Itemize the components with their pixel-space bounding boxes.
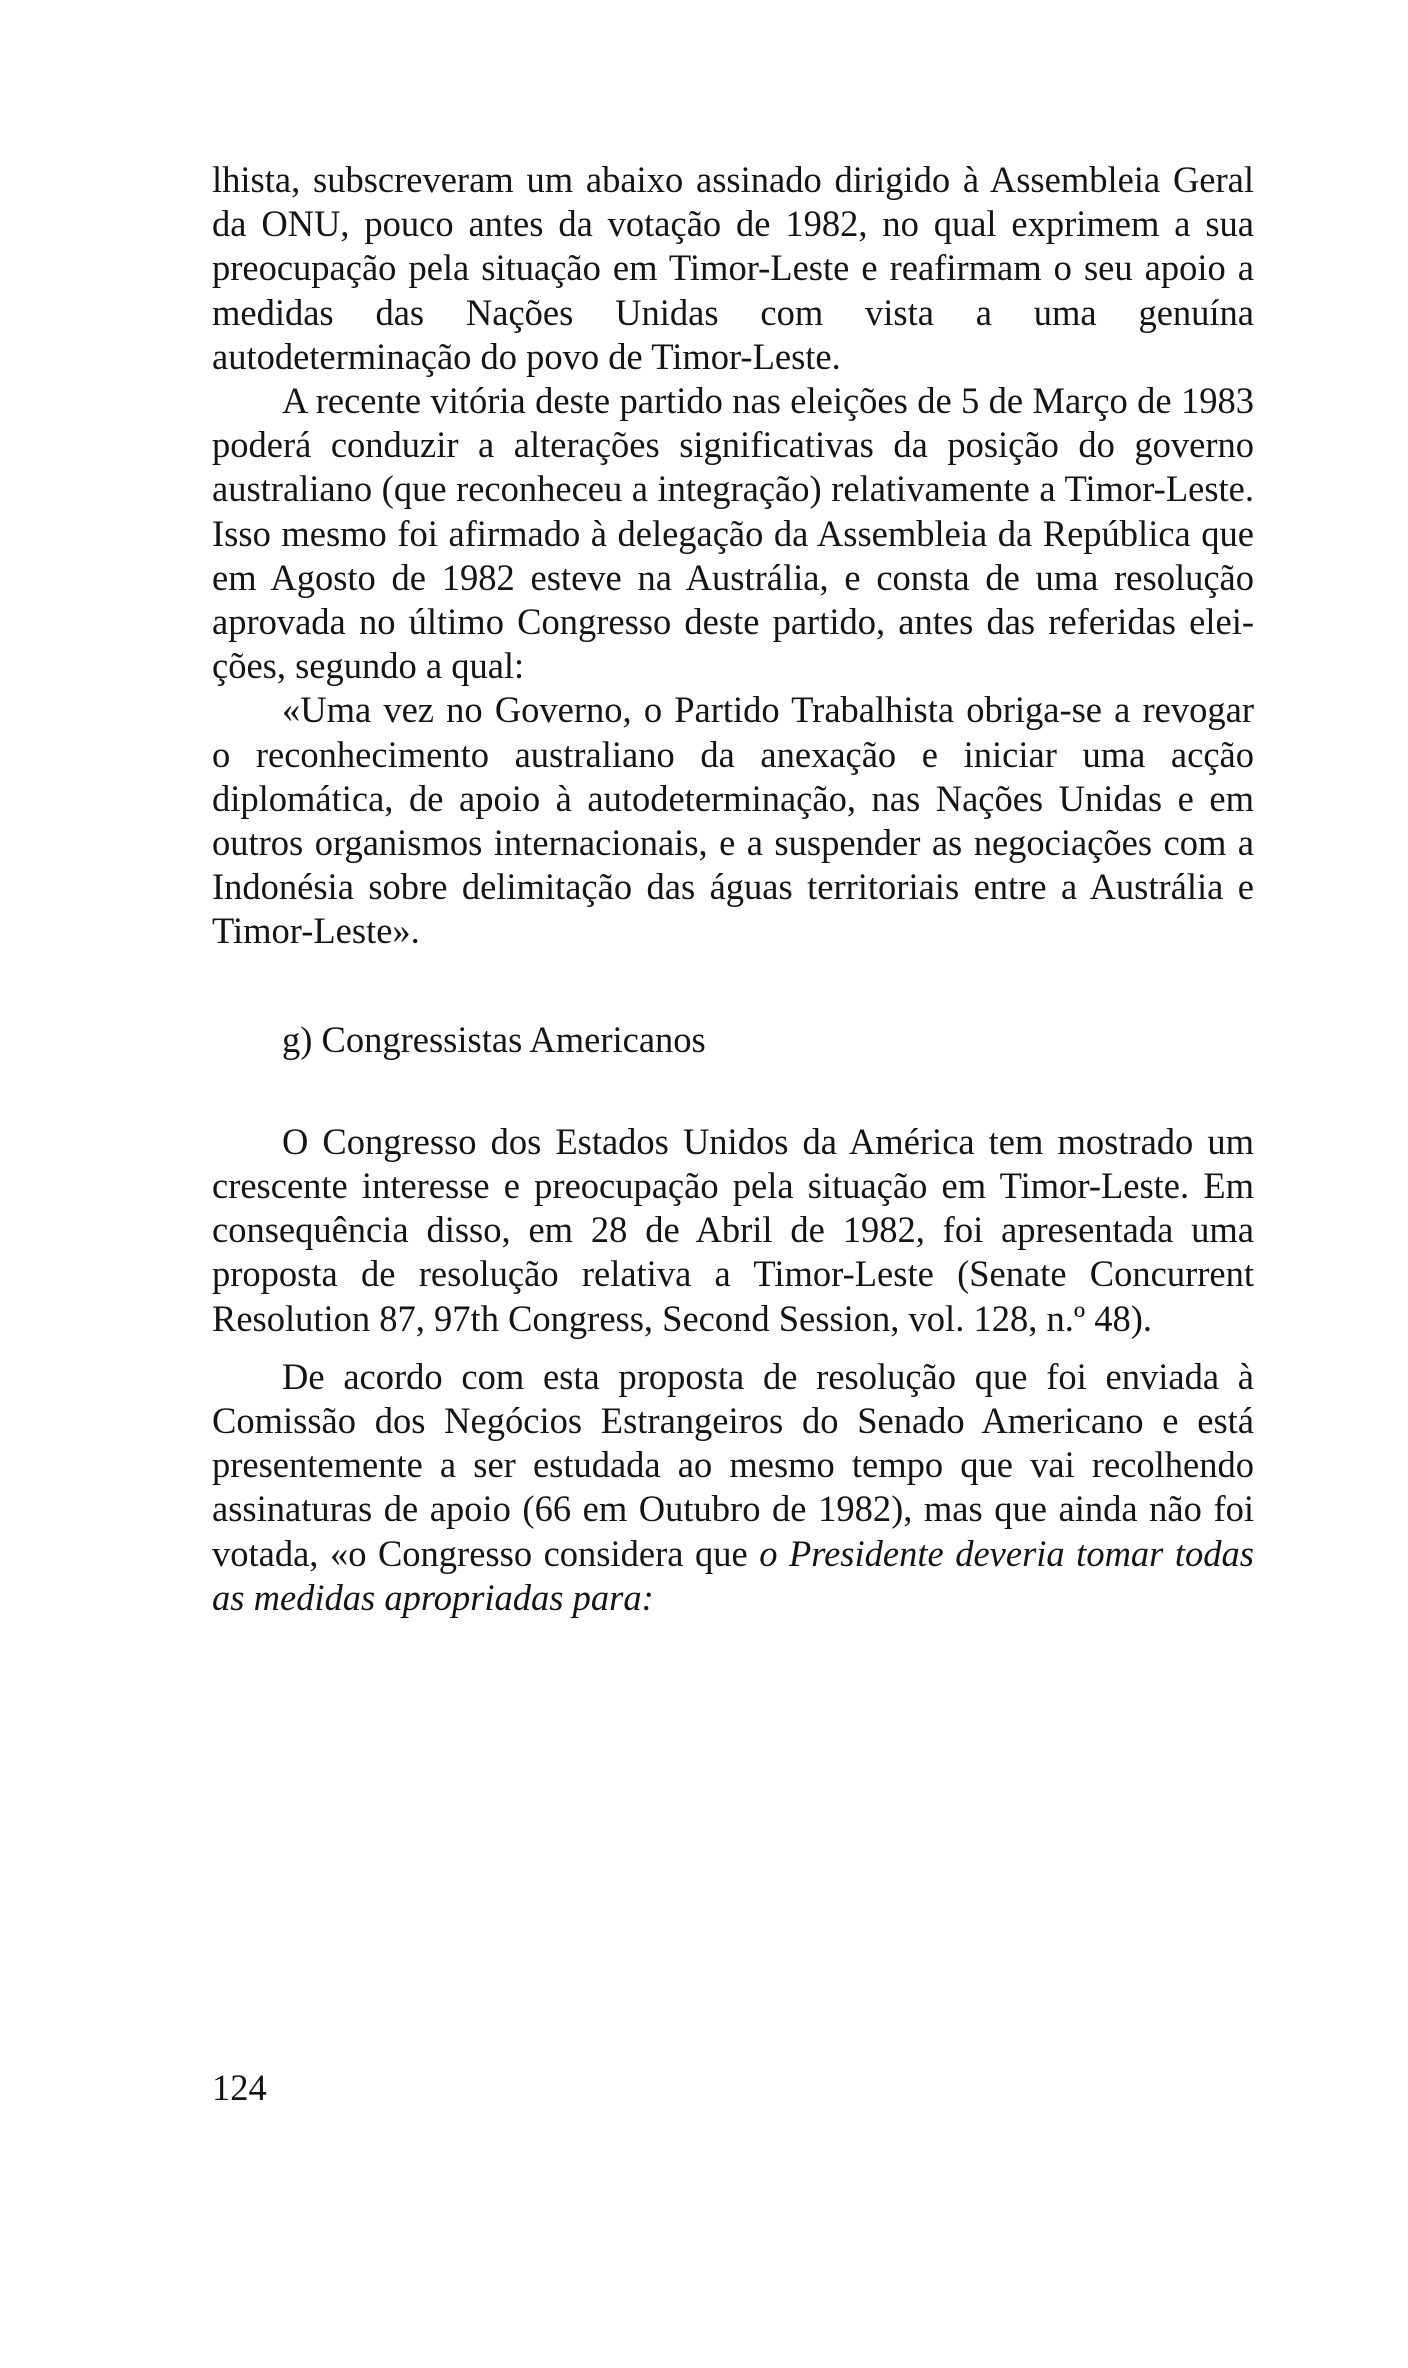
- paragraph-resolution: [212, 1355, 1254, 1620]
- page-number: 124: [212, 2067, 267, 2108]
- section-heading: g) Congressistas Americanos: [282, 1018, 706, 1060]
- resolution-italic-text: o Presidente deveria tomar todas as medidas apropriadas para:: [212, 1532, 1254, 1618]
- paragraph-election: A recente vitória deste partido nas eleições de 5 de Março de 1983 poderá conduzir a alterações significativas da posição do governo australiano (que reconheceu a integração) relativamente a Timor-Leste. Isso mesmo foi afirmado à delegação da Assembleia da República que em Agosto de 1982 esteve na Austrália, e consta de uma resolução aprovada no último Congresso deste partido, antes das referidas eleições, segundo a qual:: [212, 380, 1254, 687]
- spacer: [212, 1341, 1254, 1355]
- paragraph-continuation: lhista, subscreveram um abaixo assinado dirigido à Assembleia Geral da ONU, pouco antes da votação de 1982, no qual exprimem a sua preocupação pela situação em Timor-Leste e reafirmam o seu apoio a medidas das Nações Unidas com vista a uma genuína autodeterminação do povo de Timor-Leste.: [212, 159, 1254, 377]
- spacer: [212, 1062, 1254, 1120]
- book-page: [212, 158, 1254, 1620]
- paragraph-quote: «Uma vez no Governo, o Partido Trabalhista obriga-se a revogar o reconhecimento australiano da anexação e iniciar uma acção diplomática, de apoio à autodeterminação, nas Nações Unidas e em outros organismos internacionais, e a suspender as negociações com a Indonésia sobre delimitação das águas territoriais entre a Austrália e Timor-Leste».: [212, 689, 1254, 952]
- resolution-text: De acordo com esta proposta de resolução que foi enviada à Comissão dos Negócios Estrangeiros do Senado Americano e está presentemente a ser estudada ao mesmo tempo que vai recolhendo assinaturas de apoio (66 em Outubro de 1982), mas que ainda não foi votada, «o Congresso considera que: [212, 1355, 1254, 1574]
- paragraph-us-congress: O Congresso dos Estados Unidos da América tem mostrado um crescente interesse e preocupação pela situação em Timor-Leste. Em consequência disso, em 28 de Abril de 1982, foi apresentada uma proposta de resolução relativa a Timor-Leste (Senate Concurrent Resolution 87, 97th Congress, Second Session, vol. 128, n.º 48).: [212, 1120, 1254, 1339]
- spacer: [212, 954, 1254, 1018]
